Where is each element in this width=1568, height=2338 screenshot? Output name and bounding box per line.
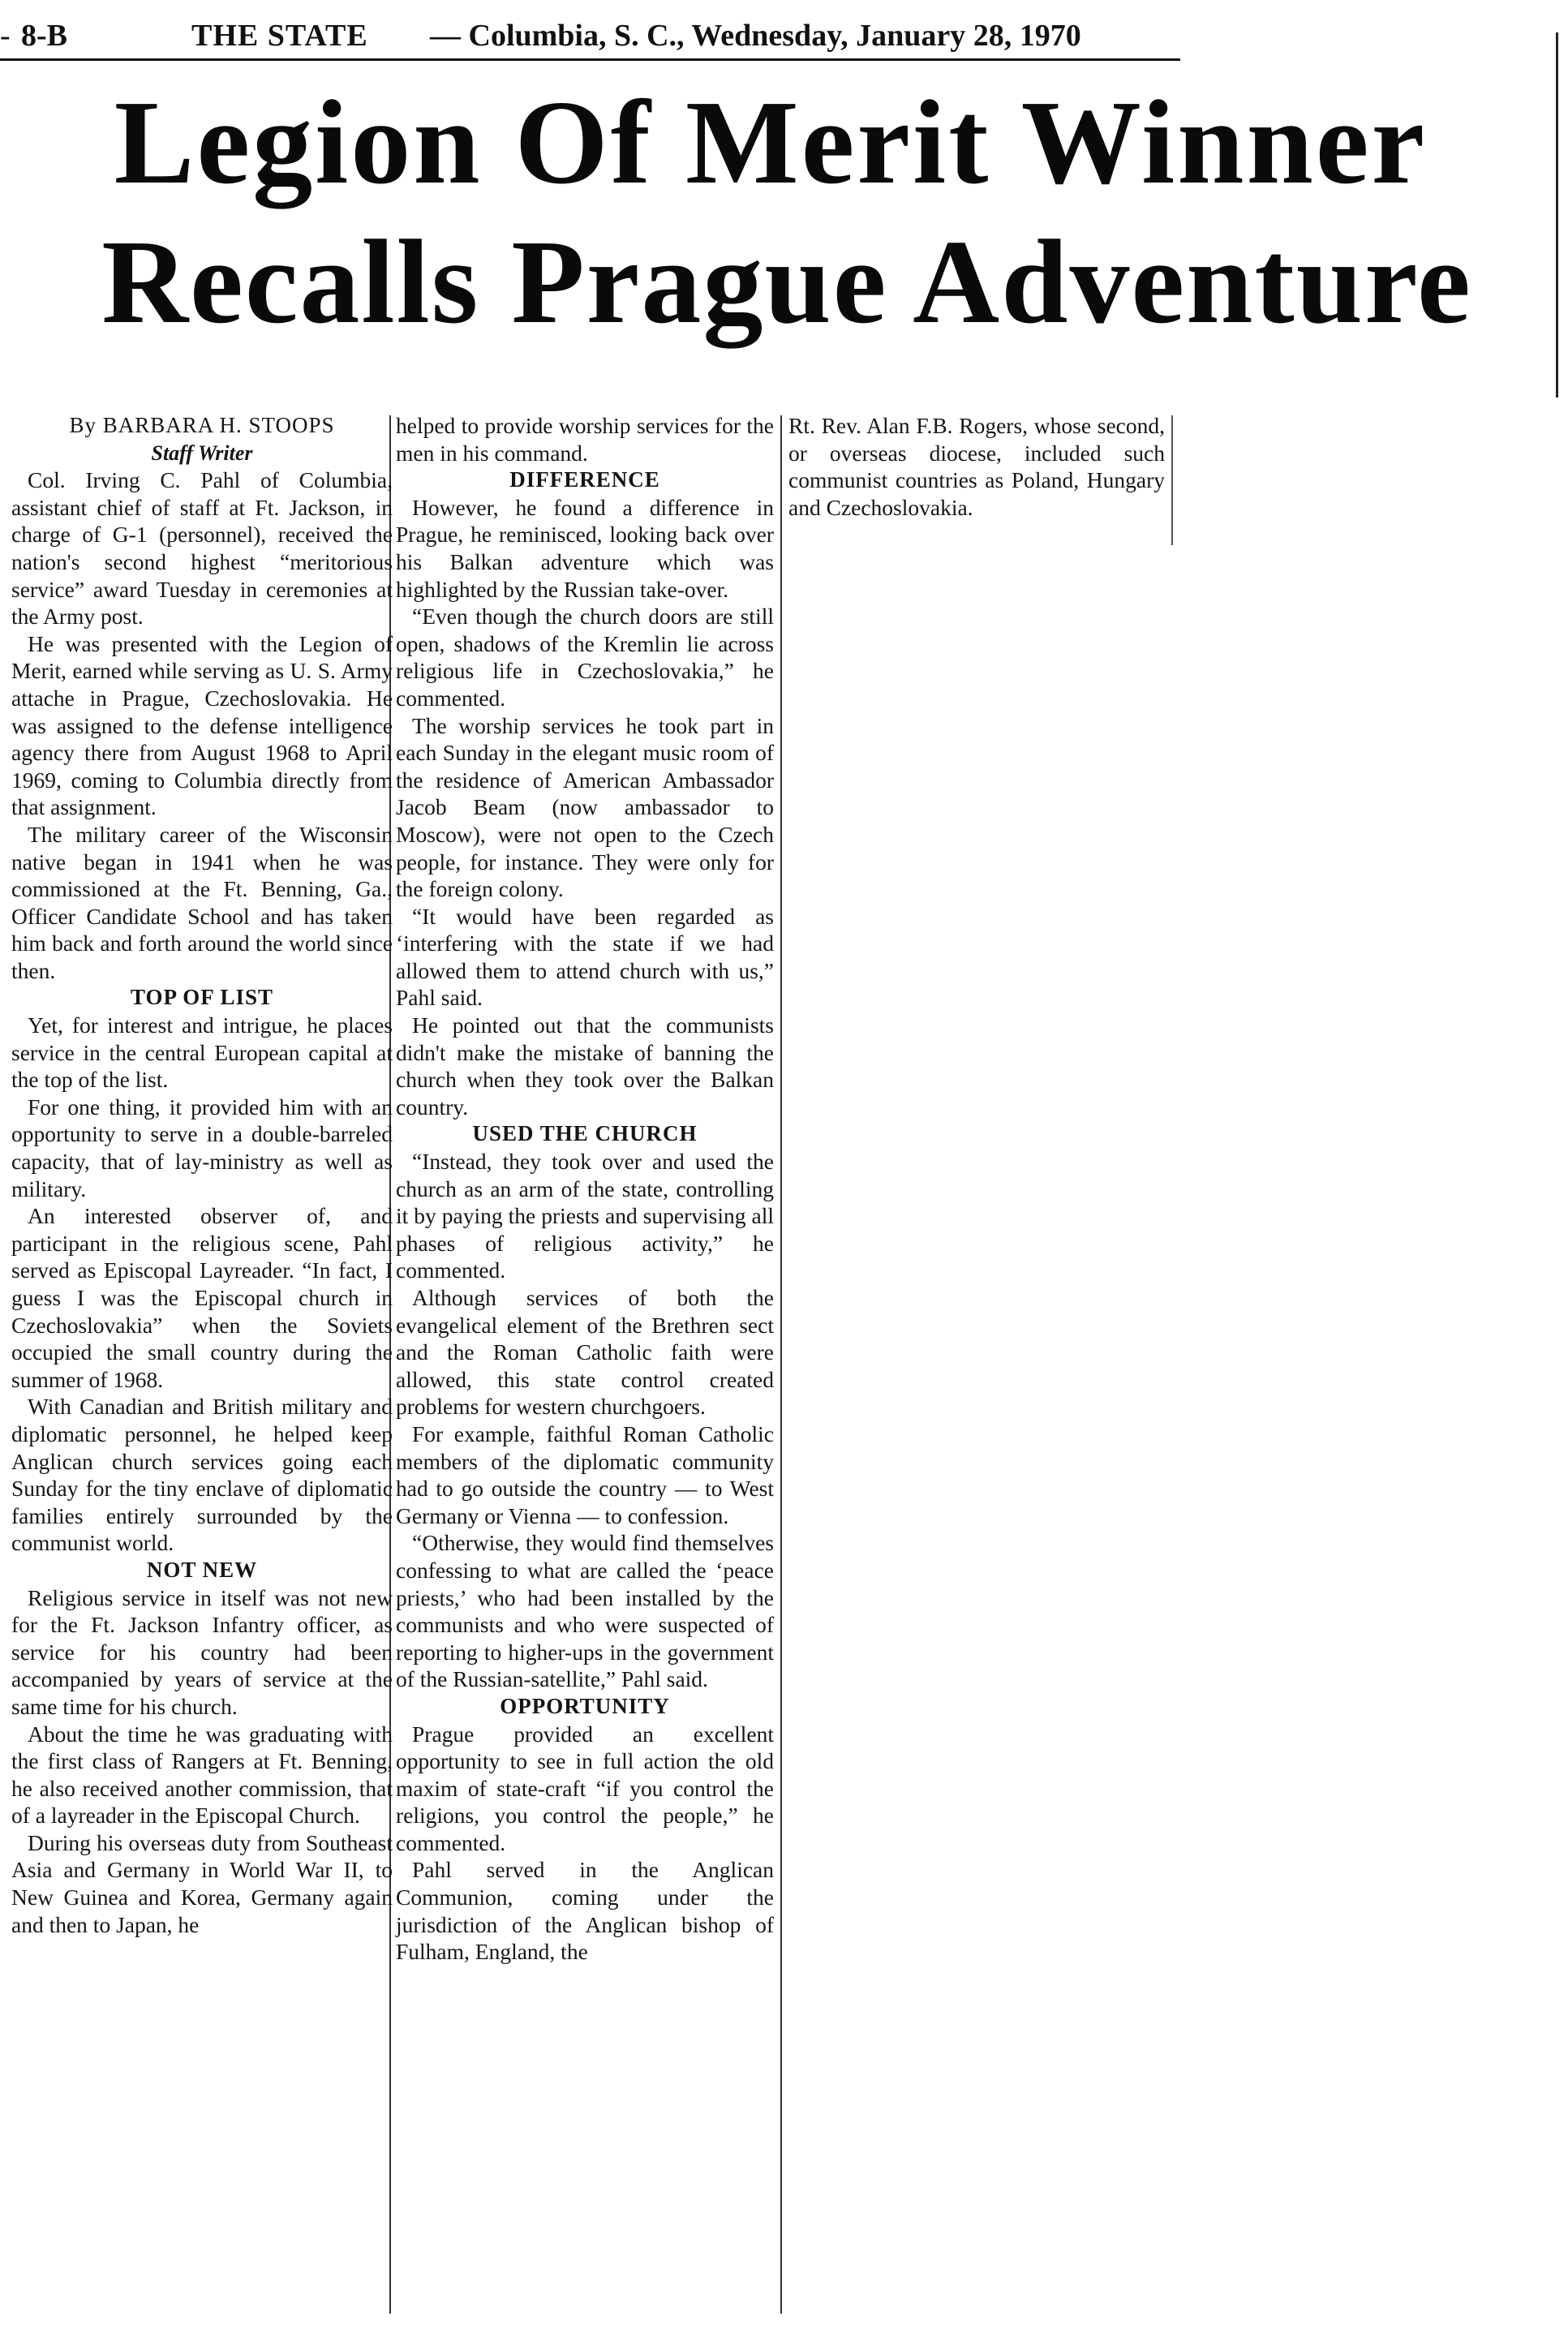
folio-prefix: -: [0, 19, 11, 53]
dateline: — Columbia, S. C., Wednesday, January 28, 1970: [430, 19, 1081, 53]
paragraph: Although services of both the evangelical element of the Brethren sect and the Roman Catholic faith were allowed, this state control created problems for western churchgoers.: [396, 1285, 774, 1420]
paragraph: Prague provided an excellent opportunity to see in full action the old maxim of state-craft “if you control the religions, you control the people,” he commented.: [396, 1721, 774, 1855]
paragraph: “It would have been regarded as ‘interfering with the state if we had allowed them to attend church with us,” Pahl said.: [396, 903, 774, 1011]
article-column-3: [788, 412, 1165, 521]
paragraph: helped to provide worship services for the men in his command.: [396, 413, 774, 466]
paragraph: He pointed out that the communists didn't make the mistake of banning the church when they took over the Balkan country.: [396, 1012, 774, 1120]
paragraph: However, he found a difference in Prague, he reminisced, looking back over his Balkan adventure which was highlighted by the Russian take-over.: [396, 494, 774, 602]
paragraph: Yet, for interest and intrigue, he places service in the central European capital at the top of the list.: [11, 1012, 393, 1093]
paragraph: Pahl served in the Anglican Communion, coming under the jurisdiction of the Anglican bishop of Fulham, England, the: [396, 1857, 774, 1965]
paragraph: An interested observer of, and participant in the religious scene, Pahl served as Episcopal Layreader. “In fact, I guess I was the Episcopal church in Czechoslovakia” when the Soviets occupied the small country during the summer of 1968.: [11, 1203, 393, 1392]
newspaper-name: THE STATE: [191, 19, 368, 53]
paragraph: For one thing, it provided him with an opportunity to serve in a double-barreled capacity, that of lay-ministry as well as military.: [11, 1094, 393, 1201]
subheading: USED THE CHURCH: [472, 1121, 698, 1146]
subheading: TOP OF LIST: [130, 985, 274, 1010]
subheading: OPPORTUNITY: [500, 1693, 670, 1718]
paragraph: About the time he was graduating with the first class of Rangers at Ft. Benning, he also received another commission, that of a layreader in the Episcopal Church.: [11, 1721, 393, 1829]
byline-role: Staff Writer: [151, 441, 253, 465]
paragraph: He was presented with the Legion of Merit, earned while serving as U. S. Army attache in Prague, Czechoslovakia. He was assigned to the defense intelligence agency there from August 1968 to April 1969, coming to Columbia directly from that assignment.: [11, 630, 393, 820]
paragraph: “Instead, they took over and used the church as an arm of the state, controlling it by paying the priests and supervising all phases of religious activity,” he commented.: [396, 1149, 774, 1283]
article-column-2: [396, 412, 774, 1966]
headline: [16, 73, 1557, 389]
paragraph: The military career of the Wisconsin native began in 1941 when he was commissioned at the Ft. Benning, Ga., Officer Candidate School and has taken him back and forth around the world since then.: [11, 821, 393, 983]
column-rule: [1171, 415, 1173, 545]
headline-line-1: Legion Of Merit Winner: [114, 76, 1428, 209]
paragraph: “Even though the church doors are still open, shadows of the Kremlin lie across religious life in Czechoslovakia,” he commented.: [396, 604, 774, 711]
paragraph: For example, faithful Roman Catholic members of the diplomatic community had to go outside the country — to West Germany or Vienna — to confession.: [396, 1420, 774, 1528]
subheading: DIFFERENCE: [509, 467, 660, 492]
headline-line-2: Recalls Prague Adventure: [101, 216, 1472, 349]
page-number: 8-B: [21, 19, 67, 53]
paragraph: “Otherwise, they would find themselves confessing to what are called the ‘peace priests,’ who had been installed by the communists and who were suspected of reporting to higher-ups in the government of the Russian-satellite,” Pahl said.: [396, 1530, 774, 1692]
paragraph: The worship services he took part in each Sunday in the elegant music room of the residence of American Ambassador Jacob Beam (now ambassador to Moscow), were not open to the Czech people, for instance. They were only for the foreign colony.: [396, 712, 774, 902]
paragraph: With Canadian and British military and diplomatic personnel, he helped keep Anglican church services going each Sunday for the tiny enclave of diplomatic families entirely surrounded by the communist world.: [11, 1394, 393, 1556]
column-rule: [780, 415, 782, 2314]
folio-line: [0, 11, 1184, 60]
paragraph: During his overseas duty from Southeast Asia and Germany in World War II, to New Guinea and Korea, Germany again and then to Japan, he: [11, 1829, 393, 1937]
folio-rule: [0, 58, 1180, 61]
paragraph: Rt. Rev. Alan F.B. Rogers, whose second, or overseas diocese, included such communist countries as Poland, Hungary and Czechoslovakia.: [788, 413, 1165, 520]
article-column-1: [11, 412, 393, 1938]
byline-author: By BARBARA H. STOOPS: [69, 413, 335, 437]
paragraph: Col. Irving C. Pahl of Columbia, assistant chief of staff at Ft. Jackson, in charge of G-1 (personnel), received the nation's second highest “meritorious service” award Tuesday in ceremonies at the Army post.: [11, 467, 393, 630]
paragraph: Religious service in itself was not new for the Ft. Jackson Infantry officer, as service for his country had been accompanied by years of service at the same time for his church.: [11, 1584, 393, 1719]
subheading: NOT NEW: [146, 1557, 258, 1582]
